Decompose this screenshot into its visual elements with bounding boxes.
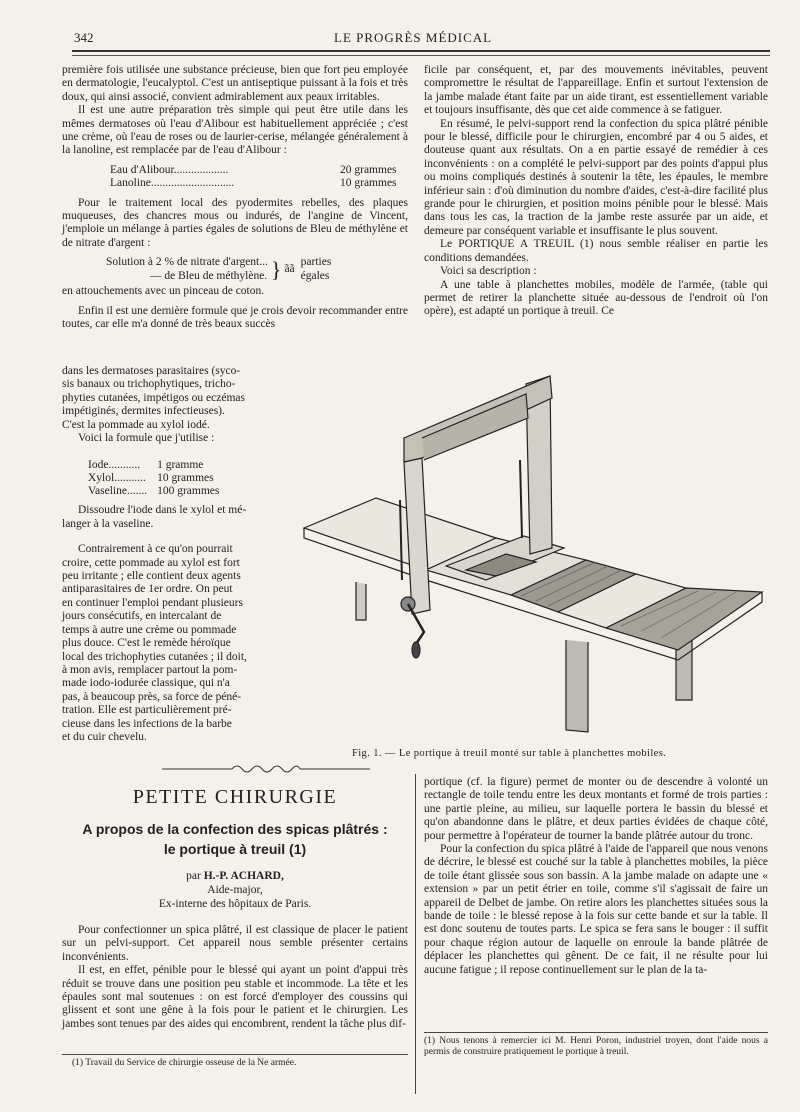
- footnote-rule-right: [424, 1032, 768, 1033]
- article-body-left: [62, 924, 408, 1031]
- footnote-right: (1) Nous tenons à remercier ici M. Henri Poron, industriel troyen, dont l'aide nous a permis de construire pratiquement le portique à treuil.: [424, 1036, 768, 1057]
- footnote-left: (1) Travail du Service de chirurgie osseuse de la Ne armée.: [72, 1058, 297, 1068]
- formula-alibour: [110, 164, 410, 191]
- left-para-6: Voici la formule que j'utilise :: [78, 432, 215, 445]
- formula-methylene: Solution à 2 % de nitrate d'argent... — de Bleu de méthylène. } ãã parties égales: [106, 256, 332, 282]
- right-para-1: ficile par conséquent, et, par des mouvements inévitables, peuvent compromettre le résultat de l'appareillage. Enfin et surtout l'extension de la jambe malade étant faite par un aide tirant, est essentiellement variable et toujours insuffisante, dès que cet aide commence à se fatiguer.: [424, 64, 768, 117]
- crank-handle: [412, 642, 420, 658]
- left-para-3: Pour le traitement local des pyodermites rebelles, des plaques muqueuses, des chancres mous ou indurés, de l'angine de Vincent, j'emploie un mélange à parties égales de solutions de Bleu de méthylène et de nitrate d'argent :: [62, 196, 408, 249]
- page-number: 342: [74, 30, 94, 45]
- formula-xylol: [88, 459, 219, 498]
- author-name: H.-P. ACHARD,: [203, 870, 284, 882]
- table-leg: [356, 582, 366, 620]
- byline: par H.-P. ACHARD, Aide-major, Ex-interne des hôpitaux de Paris.: [62, 869, 408, 911]
- formula-row: Xylol........... 10 grammes: [88, 472, 214, 485]
- header-rule-thin: [72, 55, 770, 56]
- portique-upright-left: [404, 458, 430, 614]
- table-leg: [566, 640, 588, 732]
- ornamental-divider: [162, 764, 370, 774]
- formula-row: Eau d'Alibour................... 20 grammes: [110, 163, 397, 176]
- article-body-right: [424, 776, 768, 977]
- figure-caption: Fig. 1. — Le portique à treuil monté sur table à planchettes mobiles.: [352, 748, 667, 759]
- left-column-narrow: [62, 365, 284, 744]
- right-para-2: En résumé, le pelvi-support rend la confection du spica plâtré pénible pour le blessé, difficile pour le chirurgien, encombré par 4 ou 5 aides, et douteuse quant aux résultats. On a en partie essayé de remédier à ces inconvénients : on a complété le pelvi-support par des points d'appui plus ou moins compliqués destinés à soutenir la tête, les épaules, le membre inférieur sain : d'où diminution du nombre d'aides, c'est-à-dire facilité plus grande pour le chirurgien, et position moins pénible pour le blessé. Mais dans tous les cas, la traction de la jambe reste assurée par un aide, et demeure par conséquent variable et insuffisante le plus souvent.: [424, 117, 768, 237]
- formula-row: Vaseline....... 100 grammes: [88, 485, 220, 498]
- right-bottom-para-2: Pour la confection du spica plâtré à l'aide de l'appareil que nous venons de décrire, le blessé est couché sur la table à planchettes mobiles, la pièce de toile étant glissée sous son bassin. A la jambe malade on adapte une « extension » par un petit étrier en toile, comme s'il s'agissait de faire un appareil de Delbet de jambe. On retire alors les planchettes situées sous la bande de toile : le blessé repose à la fois sur cette bande et sur la table. Il est donc soutenu de toutes parts. Le spica se fera sans le bouger : il suffit pour chaque région autour de laquelle on enroule la bande plâtrée de déplacer les planchettes qui gênent. De ce fait, il ne résulte pour lui aucune fatigue ; il repose continuellement sur le plan de la ta-: [424, 843, 768, 976]
- journal-title: LE PROGRÈS MÉDICAL: [334, 30, 493, 45]
- right-para-5: A une table à planchettes mobiles, modèle de l'armée, (table qui permet de retirer la planchette située au-dessous de l'endroit où l'on opère), est adapté un portique à treuil. Ce: [424, 278, 768, 318]
- left-para-4: en attouchements avec un pinceau de coton.: [62, 285, 265, 298]
- article-para-1: Pour confectionner un spica plâtré, il est classique de placer le patient sur un pelvi-support. Cet appareil nous semble présenter certains inconvénients.: [62, 924, 408, 963]
- author-affiliation: Ex-interne des hôpitaux de Paris.: [158, 898, 312, 910]
- left-column-top: [62, 64, 408, 331]
- column-separator: [415, 774, 416, 1094]
- footnote-rule: [62, 1054, 408, 1055]
- formula-row: Lanoline............................. 10 grammes: [110, 177, 397, 190]
- section-title: PETITE CHIRURGIE: [132, 786, 338, 808]
- left-para-1: première fois utilisée une substance précieuse, bien que fort peu employée en dermatologie, l'eucalyptol. C'est un antiseptique puissant à la fois et très doux, qui ainsi associé, convient admirablement aux peaux irritables.: [62, 64, 408, 103]
- page-header: [72, 30, 770, 48]
- left-para-2: Il est une autre préparation très simple qui peut être utile dans les mêmes dermatoses où l'eau d'Alibour est habituellement appréciée ; c'est une crème, où l'eau de roses ou de laurier-cerise, mélangée généralement à la lanoline, est remplacée par de l'eau d'Alibour :: [62, 104, 408, 157]
- article-heading: [62, 786, 408, 911]
- left-para-8: Contrairement à ce qu'on pourrait croire, cette pommade au xylol est fort peu irritante ; elle contient deux agents antiparasitaires de 1er ordre. On peut en continuer l'emploi pendant plusieurs jours consécutifs, en intercalant de temps à autre une crème ou pommade plus douce. C'est le remède héroïque local des trichophyties cutanées ; il doit, à mon avis, remplacer partout la pom- made iodo-iodurée classique, qui n'a pas, à beaucoup près, sa force de péné- tration. Elle est particulièrement pré- cieuse dans les infections de la barbe et du cuir chevelu.: [62, 543, 247, 743]
- right-para-4: Voici sa description :: [440, 265, 537, 278]
- right-bottom-para-1: portique (cf. la figure) permet de monter ou de descendre à volonté un rectangle de toile tendu entre les deux montants et formé de trois parties : une partie pleine, au milieu, sur laquelle portera le bassin du blessé et qu'on abandonne dans le plâtre, et deux parties évidées de chaque côté, pour permettre à l'opérateur de tourner la bande plâtrée autour du tronc.: [424, 776, 768, 842]
- article-title: A propos de la confection des spicas plâtrés : le portique à treuil (1): [82, 821, 388, 857]
- author-role: Aide-major,: [207, 884, 263, 896]
- right-column-top: [424, 64, 768, 319]
- threaded-rod: [520, 460, 522, 538]
- article-para-2: Il est, en effet, pénible pour le blessé qui ayant un point d'appui très réduit se trouve dans une position peu stable et incommode. La tête et les épaules sont mal soutenues : on est forcé d'employer des coussins qui glissent et sont une gêne à la fois pour le patient et le chirurgien. Les jambes sont tenues par des aides qui encombrent, rendent la tâche plus dif-: [62, 964, 408, 1030]
- right-para-3: Le PORTIQUE A TREUIL (1) nous semble réaliser en partie les conditions demandées.: [424, 238, 768, 264]
- left-para-7: Dissoudre l'iode dans le xylol et mé- langer à la vaseline.: [62, 504, 247, 530]
- figure-portique-treuil: [296, 370, 776, 742]
- brace-icon: }: [270, 256, 282, 282]
- left-para-5a: Enfin il est une dernière formule que je crois devoir recommander entre toutes, car elle m'a donné de très beaux succès: [62, 304, 408, 330]
- left-para-5b: dans les dermatoses parasitaires (syco- sis banaux ou trichophytiques, tricho- phyties cutanées, impétigos ou eczémas impétiginés, dermites infectieuses). C'est la pommade au xylol iodé.: [62, 365, 245, 431]
- formula-row: Iode........... 1 gramme: [88, 459, 204, 472]
- header-rule: [72, 50, 770, 52]
